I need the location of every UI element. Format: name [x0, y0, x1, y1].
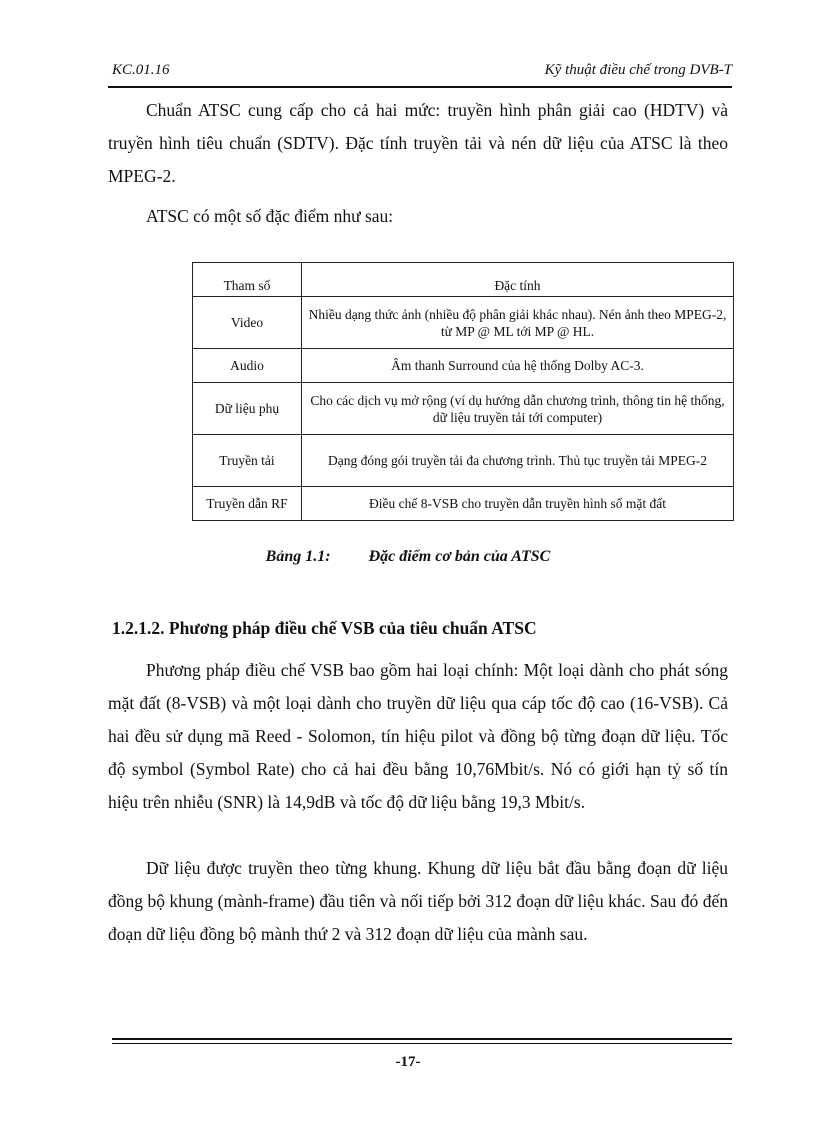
table-row — [193, 383, 734, 435]
table-cell-param: Audio — [193, 349, 302, 383]
chapter-title: Kỹ thuật điều chế trong DVB-T — [544, 62, 732, 78]
section-heading: 1.2.1.2. Phương pháp điều chế VSB của tiêu chuẩn ATSC — [112, 618, 537, 638]
table-cell-param: Truyền tải — [193, 435, 302, 487]
vsb-paragraph-1: Phương pháp điều chế VSB bao gồm hai loại chính: Một loại dành cho phát sóng mặt đất (8-VSB) và một loại dành cho truyền dữ liệu qua cáp tốc độ cao (16-VSB). Cả hai đều sử dụng mã Reed - Solomon, tín hiệu pilot và đồng bộ từng đoạn dữ liệu. Tốc độ symbol (Symbol Rate) cho cả hai đều bằng 10,76Mbit/s. Nó có giới hạn tỷ số tín hiệu trên nhiễu (SNR) là 14,9dB và tốc độ dữ liệu bằng 19,3 Mbit/s. — [108, 660, 728, 812]
header-rule — [108, 86, 732, 88]
table-cell-feature: Nhiều dạng thức ảnh (nhiều độ phân giải khác nhau). Nén ảnh theo MPEG-2, từ MP @ ML tới MP @ HL. — [302, 297, 734, 349]
table-header-row — [193, 263, 734, 297]
table-row — [193, 487, 734, 521]
intro-paragraph: Chuẩn ATSC cung cấp cho cả hai mức: truyền hình phân giải cao (HDTV) và truyền hình tiêu chuẩn (SDTV). Đặc tính truyền tải và nén dữ liệu của ATSC là theo MPEG-2. — [108, 100, 728, 186]
page-number: -17- — [395, 1054, 421, 1070]
table-cell-param: Dữ liệu phụ — [193, 383, 302, 435]
vsb-paragraph-2: Dữ liệu được truyền theo từng khung. Khung dữ liệu bắt đầu bằng đoạn dữ liệu đồng bộ khung (mành-frame) đầu tiên và nối tiếp bởi 312 đoạn dữ liệu khác. Sau đó đến đoạn dữ liệu đồng bộ mành thứ 2 và 312 đoạn dữ liệu của mành sau. — [108, 858, 728, 944]
caption-label: Bảng 1.1: — [265, 548, 331, 565]
table-cell-param: Video — [193, 297, 302, 349]
table-row — [193, 297, 734, 349]
footer-rule-thin — [112, 1043, 732, 1044]
features-lead-paragraph: ATSC có một số đặc điểm như sau: — [146, 206, 394, 226]
table-row — [193, 349, 734, 383]
table-header-param: Tham số — [193, 263, 302, 297]
table-row — [193, 435, 734, 487]
table-caption — [0, 548, 816, 566]
table-cell-param: Truyền dẫn RF — [193, 487, 302, 521]
footer-rule — [112, 1038, 732, 1040]
table-cell-feature: Điều chế 8-VSB cho truyền dẫn truyền hình số mặt đất — [302, 487, 734, 521]
table-cell-feature: Cho các dịch vụ mở rộng (ví dụ hướng dẫn chương trình, thông tin hệ thống, dữ liệu truyền tải tới computer) — [302, 383, 734, 435]
table-cell-feature: Dạng đóng gói truyền tải đa chương trình. Thủ tục truyền tải MPEG-2 — [302, 435, 734, 487]
document-code: KC.01.16 — [112, 62, 170, 78]
table-header-feature: Đặc tính — [302, 263, 734, 297]
caption-text: Đặc điểm cơ bản của ATSC — [368, 548, 551, 565]
running-header — [112, 62, 732, 86]
table-cell-feature: Âm thanh Surround của hệ thống Dolby AC-3. — [302, 349, 734, 383]
atsc-spec-table — [192, 262, 734, 521]
